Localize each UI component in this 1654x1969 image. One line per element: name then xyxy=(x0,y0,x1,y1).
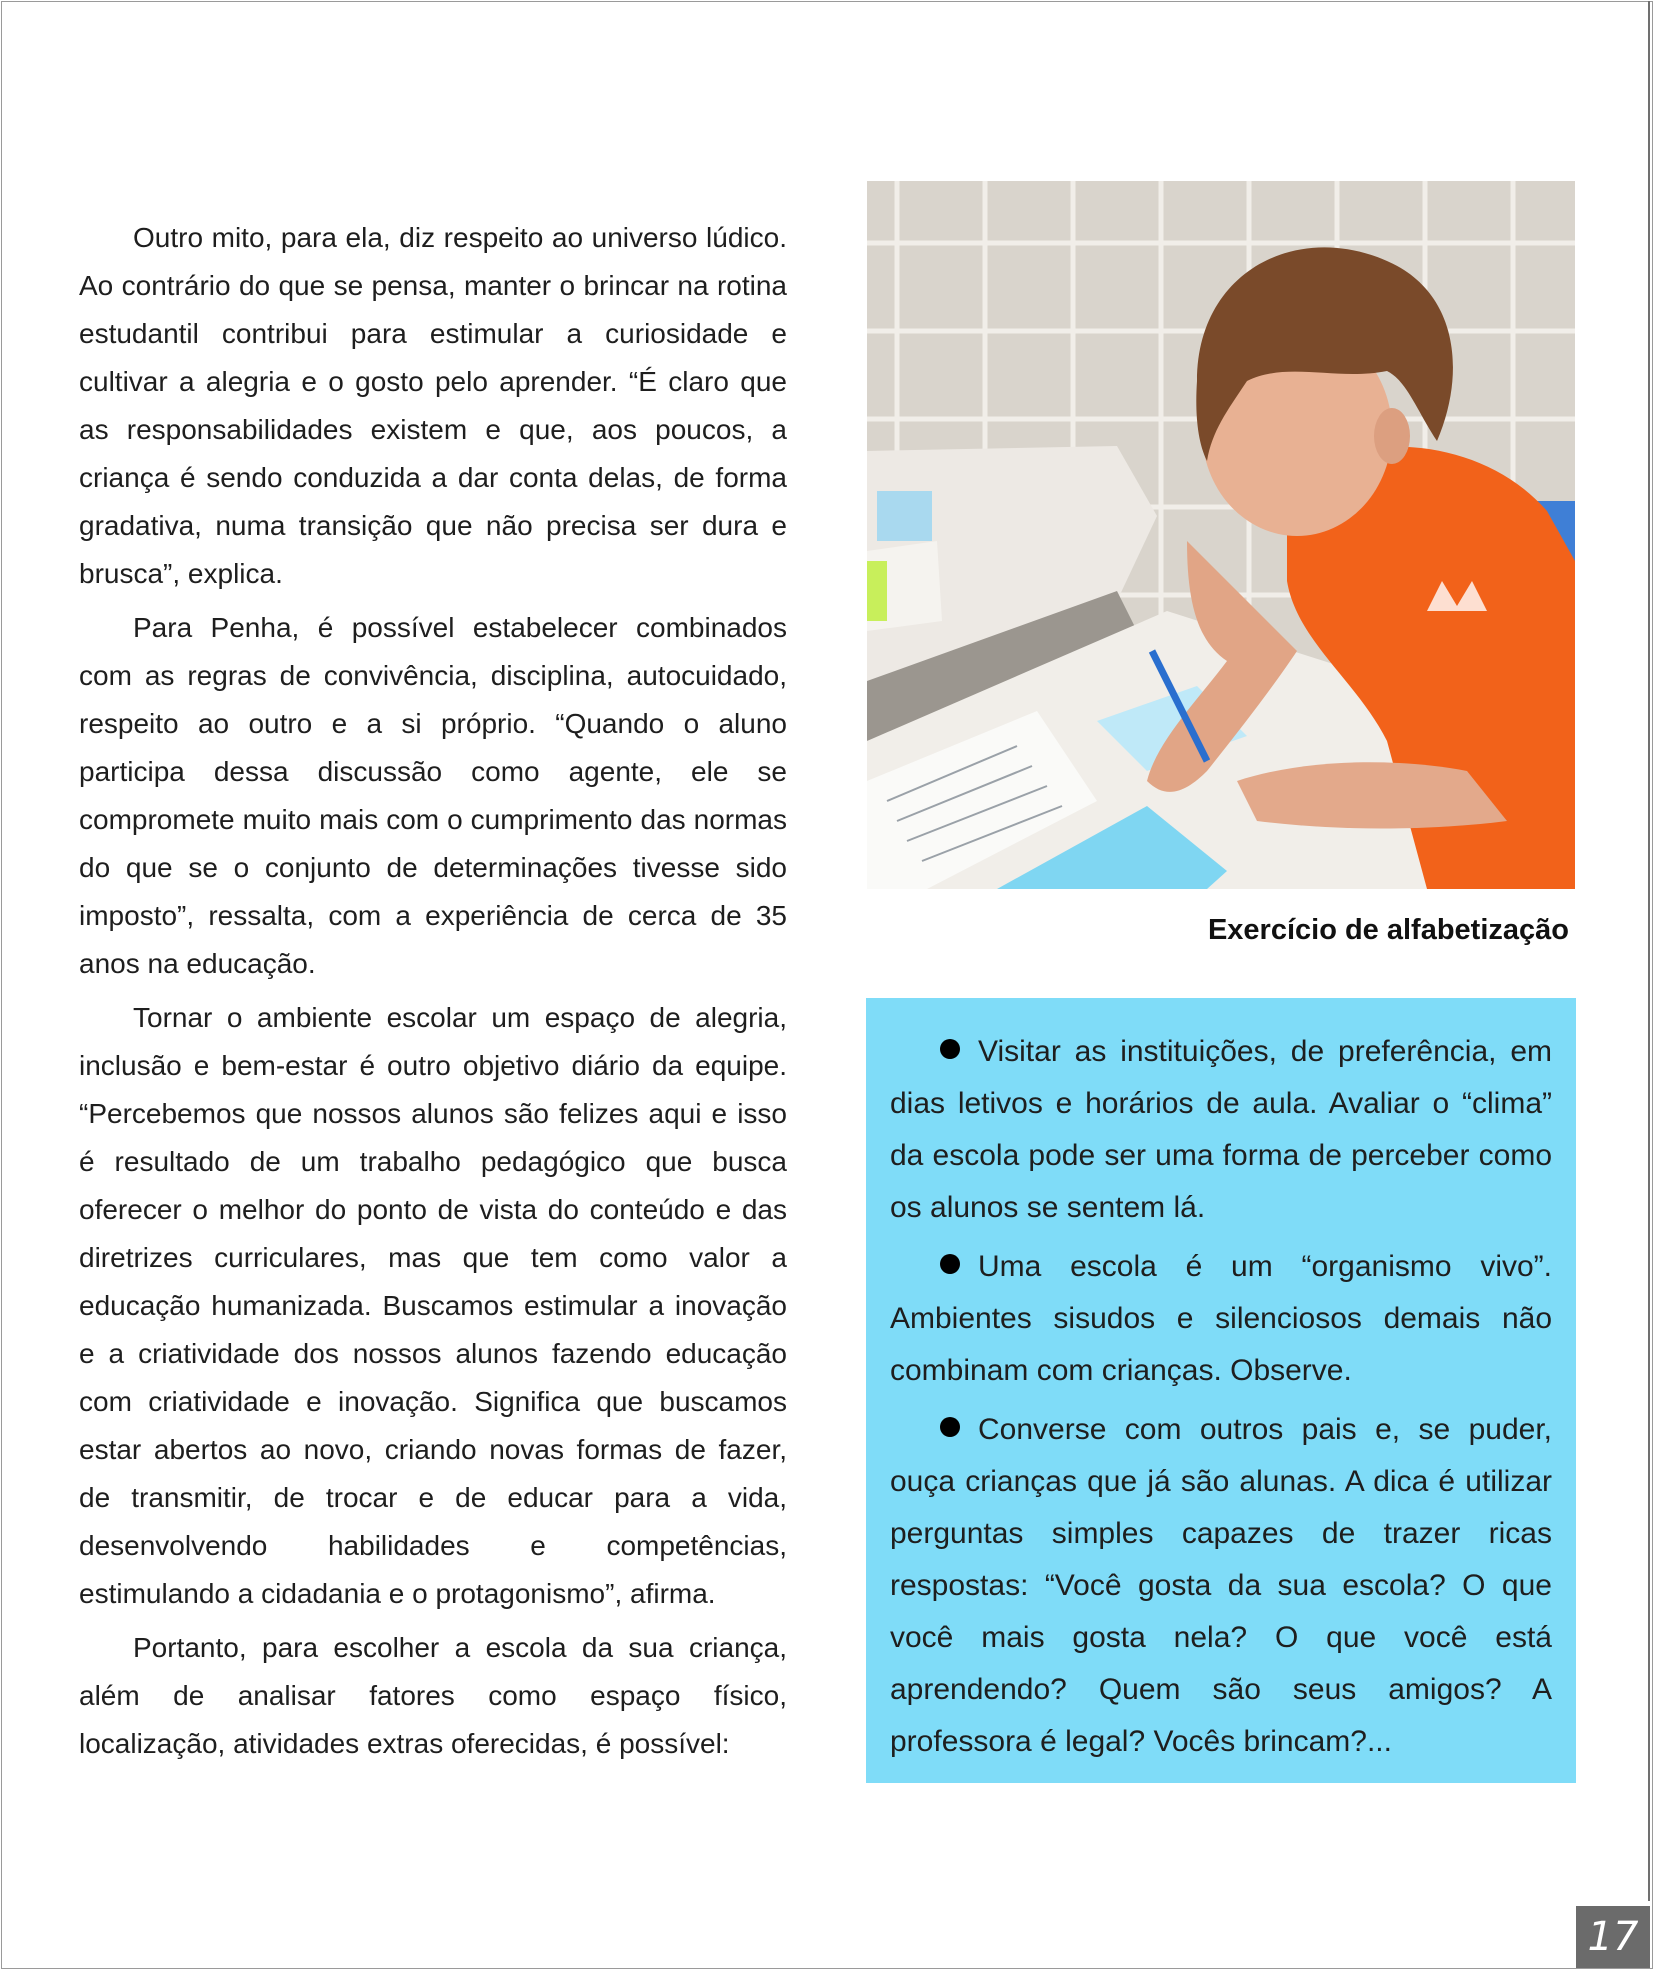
boy-hand-right xyxy=(1237,762,1507,828)
article-paragraph-3: Tornar o ambiente escolar um espaço de alegria, inclusão e bem-estar é outro objetivo diário da equipe. “Percebemos que nossos alunos são felizes aqui e isso é resultado de um trabalho pedagógico que busca oferecer o melhor do ponto de vista do conteúdo e das diretrizes curriculares, mas que tem como valor a educação humanizada. Buscamos estimular a inovação e a criatividade dos nossos alunos fazendo educação com criatividade e inovação. Significa que buscamos estar abertos ao novo, criando novas formas de fazer, de transmitir, de trocar e de educar para a vida, desenvolvendo habilidades e competências, estimulando a cidadania e o protagonismo”, afirma. xyxy=(79,1002,787,1609)
page-number: 17 xyxy=(1576,1906,1650,1968)
tip-item xyxy=(890,1404,1552,1768)
tips-box xyxy=(866,998,1576,1783)
bullet-icon xyxy=(940,1417,960,1437)
photo-boy-writing xyxy=(867,181,1575,889)
page-edge-rule xyxy=(1648,1,1650,1901)
tip-text: Visitar as instituições, de preferência, em dias letivos e horários de aula. Avaliar o “clima” da escola pode ser uma forma de perceber como os alunos se sentem lá. xyxy=(890,1035,1552,1224)
tip-text: Uma escola é um “organismo vivo”. Ambientes sisudos e silenciosos demais não combinam com crianças. Observe. xyxy=(890,1250,1552,1387)
tip-item xyxy=(890,1241,1552,1397)
article-paragraph-1: Outro mito, para ela, diz respeito ao universo lúdico. Ao contrário do que se pensa, manter o brincar na rotina estudantil contribui para estimular a curiosidade e cultivar a alegria e o gosto pelo aprender. “É claro que as responsabilidades existem e que, aos poucos, a criança é sendo conduzida a dar conta delas, de forma gradativa, numa transição que não precisa ser dura e brusca”, explica. xyxy=(79,222,787,589)
article-body xyxy=(79,214,787,1774)
photo-illustration xyxy=(867,181,1575,889)
bullet-icon xyxy=(940,1254,960,1274)
bullet-icon xyxy=(940,1039,960,1059)
article-paragraph-2: Para Penha, é possível estabelecer combinados com as regras de convivência, disciplina, autocuidado, respeito ao outro e a si próprio. “Quando o aluno participa dessa discussão como agente, ele se compromete muito mais com o cumprimento das normas do que se o conjunto de determinações tivesse sido imposto”, ressalta, com a experiência de cerca de 35 anos na educação. xyxy=(79,612,787,979)
tip-item xyxy=(890,1026,1552,1234)
article-paragraph-4: Portanto, para escolher a escola da sua criança, além de analisar fatores como espaço físico, localização, atividades extras oferecidas, é possível: xyxy=(79,1632,787,1759)
tip-text: Converse com outros pais e, se puder, ouça crianças que já são alunas. A dica é utilizar perguntas simples capazes de trazer ricas respostas: “Você gosta da sua escola? O que você mais gosta nela? O que você está aprendendo? Quem são seus amigos? A professora é legal? Vocês brincam?... xyxy=(890,1413,1552,1758)
photo-caption: Exercício de alfabetização xyxy=(1207,914,1569,946)
